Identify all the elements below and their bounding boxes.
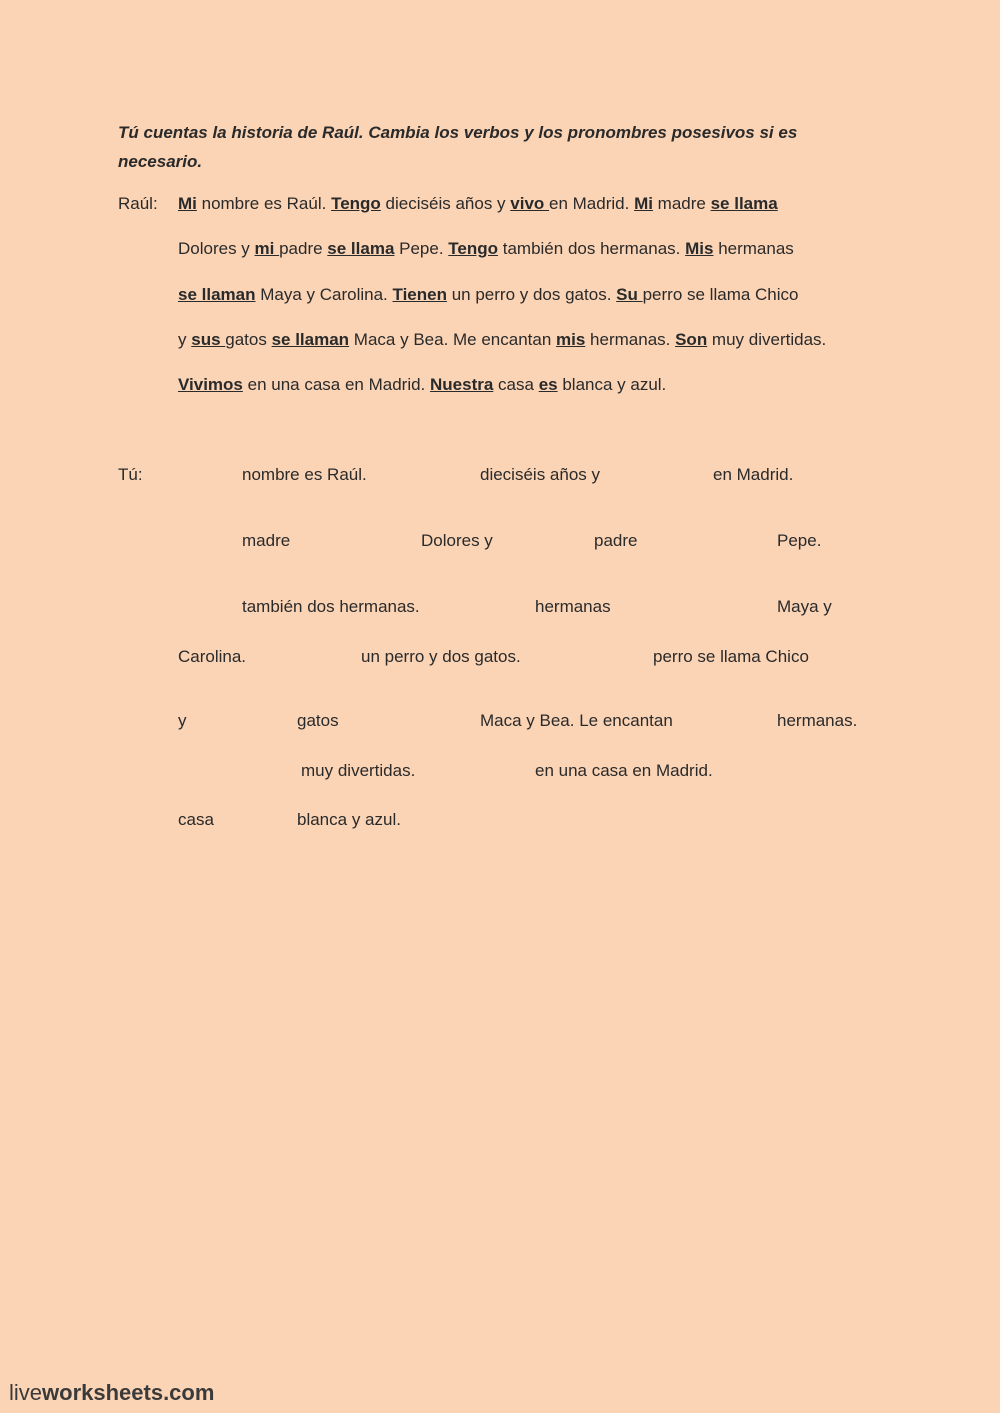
story-line: [178, 192, 778, 216]
story-text: blanca y azul.: [557, 375, 667, 394]
story-text: madre: [652, 194, 711, 213]
story-line: [178, 373, 666, 397]
highlighted-word: Tienen: [392, 285, 447, 304]
exercise-fragment: gatos: [297, 711, 339, 730]
story-text: padre: [279, 239, 328, 258]
story-text: perro se llama Chico: [642, 285, 799, 304]
highlighted-word: Su: [616, 285, 643, 304]
exercise-fragment: nombre es Raúl.: [242, 465, 367, 484]
story-text: también dos hermanas.: [498, 239, 686, 258]
highlighted-word: es: [538, 375, 558, 394]
story-line: [178, 283, 799, 307]
highlighted-word: mi: [254, 239, 280, 258]
exercise-fragment: Pepe.: [777, 531, 822, 550]
exercise-fragment: Maya y: [777, 597, 832, 616]
highlighted-word: Mis: [685, 239, 714, 258]
story-text: nombre es Raúl.: [196, 194, 332, 213]
highlighted-word: Tengo: [331, 194, 381, 213]
exercise-fragment: blanca y azul.: [297, 810, 401, 829]
highlighted-word: Vivimos: [178, 375, 243, 394]
story-label: Raúl:: [118, 194, 158, 213]
exercise-fragment: perro se llama Chico: [653, 647, 809, 666]
exercise-fragment: muy divertidas.: [301, 761, 416, 780]
story-text: casa: [493, 375, 539, 394]
highlighted-word: mis: [556, 330, 586, 349]
exercise-fragment: padre: [594, 531, 638, 550]
logo-suffix: worksheets.com: [42, 1380, 215, 1405]
highlighted-word: Nuestra: [430, 375, 494, 394]
story-text: en una casa en Madrid.: [242, 375, 431, 394]
story-text: gatos: [225, 330, 272, 349]
story-line: [178, 328, 826, 352]
exercise-fragment: dieciséis años y: [480, 465, 601, 484]
exercise-fragment: madre: [242, 531, 291, 550]
exercise-fragment: Carolina.: [178, 647, 247, 666]
exercise-fragment: un perro y dos gatos.: [361, 647, 521, 666]
instructions: Tú cuentas la historia de Raúl. Cambia los verbos y los pronombres posesivos si es necesario.: [118, 123, 798, 171]
story-text: Dolores y: [178, 239, 255, 258]
logo-prefix: live: [9, 1380, 43, 1405]
exercise-fragment: hermanas.: [777, 711, 858, 730]
site-logo: [9, 1378, 214, 1408]
exercise-fragment: en Madrid.: [713, 465, 794, 484]
story-text: Pepe.: [394, 239, 449, 258]
highlighted-word: se llaman: [271, 330, 350, 349]
highlighted-word: vivo: [510, 194, 550, 213]
story-line: [178, 237, 794, 261]
highlighted-word: Mi: [634, 194, 653, 213]
story-text: un perro y dos gatos.: [446, 285, 617, 304]
highlighted-word: Son: [675, 330, 708, 349]
exercise-fragment: y: [178, 711, 187, 730]
exercise-fragment: casa: [178, 810, 214, 829]
highlighted-word: Tengo: [448, 239, 499, 258]
story-text: Maya y Carolina.: [255, 285, 393, 304]
story-text: hermanas: [713, 239, 794, 258]
exercise-label: Tú:: [118, 465, 143, 484]
story-text: Maca y Bea. Me encantan: [349, 330, 557, 349]
story-text: y: [178, 330, 192, 349]
highlighted-word: se llama: [710, 194, 778, 213]
exercise-fragment: Dolores y: [421, 531, 493, 550]
story-text: dieciséis años y: [380, 194, 511, 213]
story-text: en Madrid.: [549, 194, 635, 213]
highlighted-word: sus: [191, 330, 226, 349]
story-text: muy divertidas.: [707, 330, 827, 349]
story-text: hermanas.: [585, 330, 676, 349]
exercise-fragment: también dos hermanas.: [242, 597, 420, 616]
exercise-fragment: en una casa en Madrid.: [535, 761, 713, 780]
highlighted-word: Mi: [178, 194, 197, 213]
exercise-fragment: hermanas: [535, 597, 611, 616]
highlighted-word: se llama: [327, 239, 395, 258]
highlighted-word: se llaman: [178, 285, 256, 304]
exercise-fragment: Maca y Bea. Le encantan: [480, 711, 673, 730]
